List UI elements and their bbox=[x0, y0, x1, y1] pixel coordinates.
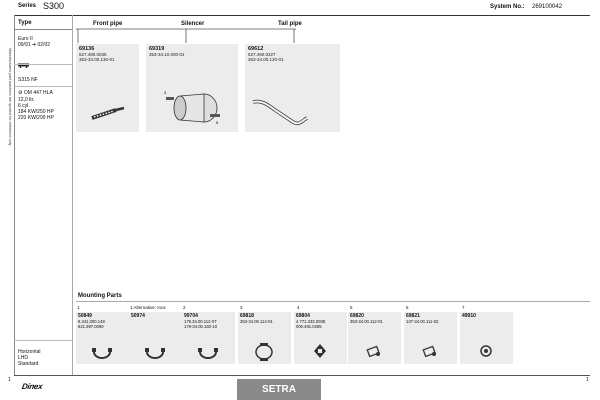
part-ref: 8.341.000.148 bbox=[78, 319, 105, 324]
power-rating-1: 184 KW/250 HP bbox=[18, 109, 54, 115]
panel-divider bbox=[72, 15, 73, 375]
part-ref: 137-34.00.111-02 bbox=[406, 319, 439, 324]
section-rule-3 bbox=[14, 340, 72, 341]
part-number: 69612 bbox=[248, 46, 264, 52]
section-rule-1 bbox=[14, 64, 72, 65]
svg-text:5: 5 bbox=[216, 120, 219, 125]
clamp-icon bbox=[143, 342, 167, 360]
page-number-left: 1 bbox=[8, 377, 11, 383]
part-number: 69136 bbox=[79, 46, 95, 52]
item-index: 6 bbox=[406, 305, 409, 310]
system-number-value: 269100042 bbox=[532, 4, 563, 10]
arrow-right-icon: ➜ bbox=[31, 42, 37, 48]
type-rule bbox=[14, 29, 72, 30]
part-number: 69319 bbox=[149, 46, 165, 52]
model-name: S315 NF bbox=[18, 77, 38, 83]
part-ref: 353-34.00.130-01 bbox=[79, 57, 115, 62]
item-index: 1 bbox=[77, 305, 80, 310]
part-ref: 627.490.0227 bbox=[248, 52, 276, 57]
ring-clamp-icon bbox=[252, 342, 276, 362]
left-frame bbox=[14, 15, 15, 375]
item-index: 2 bbox=[183, 305, 186, 310]
part-card-silencer[interactable] bbox=[146, 44, 238, 132]
mounting-card[interactable] bbox=[404, 312, 457, 364]
part-ref: 621.997.0090 bbox=[78, 324, 104, 329]
date-from: 09/91 bbox=[18, 42, 31, 48]
part-ref: 353-34.00.114-01 bbox=[240, 319, 273, 324]
part-ref: 627.490.0035 bbox=[79, 52, 107, 57]
engine-code: OM 447 HLA bbox=[23, 90, 53, 96]
euro-norm: Euro II bbox=[18, 36, 33, 42]
drive-side: LHD bbox=[18, 355, 29, 361]
mounting-card[interactable] bbox=[76, 312, 129, 364]
section-rule-2 bbox=[14, 86, 72, 87]
part-number: 69821 bbox=[406, 313, 420, 319]
part-ref: 179.34.00.112-07 bbox=[184, 319, 217, 324]
mounting-card[interactable] bbox=[238, 312, 291, 364]
part-ref: 353-34.00.120-01 bbox=[248, 57, 284, 62]
part-card-tail-pipe[interactable] bbox=[245, 44, 340, 132]
clamp-icon bbox=[90, 342, 114, 360]
mounting-rule bbox=[76, 301, 590, 302]
tail-pipe-icon bbox=[249, 96, 329, 132]
mounting-card[interactable] bbox=[460, 312, 513, 364]
part-card-front-pipe[interactable] bbox=[76, 44, 139, 132]
part-number: 49910 bbox=[462, 313, 476, 319]
item-index: 1 bbox=[130, 305, 133, 310]
part-ref: 353-34.10.000-01 bbox=[149, 52, 185, 57]
orientation: Horizontal bbox=[18, 349, 41, 355]
tail-pipe-header: Tail pipe bbox=[278, 21, 302, 27]
svg-text:3: 3 bbox=[164, 90, 167, 95]
hanger-icon bbox=[362, 342, 386, 360]
hanger-icon bbox=[418, 342, 442, 360]
mounting-parts-title: Mounting Parts bbox=[78, 293, 122, 299]
part-number: 69804 bbox=[296, 313, 310, 319]
series-label: Series bbox=[18, 3, 37, 9]
page-number-right: 1 bbox=[586, 377, 589, 383]
bracket-icon bbox=[308, 342, 332, 360]
part-ref: 000.491.0285 bbox=[296, 324, 322, 329]
power-rating-2: 220 KW/299 HP bbox=[18, 115, 54, 121]
system-number-label: System No.: bbox=[490, 4, 525, 10]
displacement: 12,0 ltr. bbox=[18, 97, 35, 103]
series-value: S300 bbox=[43, 1, 65, 11]
variant: Standard bbox=[18, 361, 39, 367]
item-index-alt bbox=[130, 305, 166, 310]
engine-row bbox=[18, 90, 53, 96]
part-ref: 4.771.333.000E bbox=[296, 319, 326, 324]
footer-rule bbox=[14, 375, 590, 376]
front-pipe-header: Front pipe bbox=[93, 21, 123, 27]
diagram-lines bbox=[76, 25, 306, 45]
part-number: 99704 bbox=[184, 313, 198, 319]
type-label: Type bbox=[18, 20, 32, 26]
part-number: 50974 bbox=[131, 313, 145, 319]
part-number: 69820 bbox=[350, 313, 364, 319]
brand-badge: SETRA bbox=[237, 379, 321, 400]
item-index: 3 bbox=[240, 305, 243, 310]
front-pipe-icon bbox=[88, 106, 128, 122]
mounting-card[interactable] bbox=[129, 312, 182, 364]
reference-note: Manufacturers part numbers are quoted for reference only bbox=[8, 48, 12, 146]
part-ref: 353-34.00.112-01 bbox=[350, 319, 383, 324]
mounting-card[interactable] bbox=[294, 312, 347, 364]
item-index: 5 bbox=[350, 305, 353, 310]
cylinders: 6 cyl. bbox=[18, 103, 30, 109]
mounting-card[interactable] bbox=[182, 312, 235, 364]
dinex-logo: Dinex bbox=[21, 382, 44, 391]
engine-icon: ⚙ bbox=[18, 90, 23, 96]
silencer-icon bbox=[164, 88, 226, 128]
date-to: 02/02 bbox=[37, 42, 51, 48]
rubber-mount-icon bbox=[474, 342, 498, 360]
part-ref: 179-34.00.160-10 bbox=[184, 324, 218, 329]
header-rule bbox=[14, 15, 590, 16]
item-index: 4 bbox=[297, 305, 300, 310]
clamp-icon bbox=[196, 342, 220, 360]
alternative-note: Alternative: Inox bbox=[133, 305, 166, 310]
part-number: 69818 bbox=[240, 313, 254, 319]
mounting-card[interactable] bbox=[348, 312, 401, 364]
silencer-header: Silencer bbox=[181, 21, 205, 27]
date-range bbox=[18, 42, 50, 48]
item-index: 7 bbox=[462, 305, 465, 310]
part-number: 50849 bbox=[78, 313, 92, 319]
